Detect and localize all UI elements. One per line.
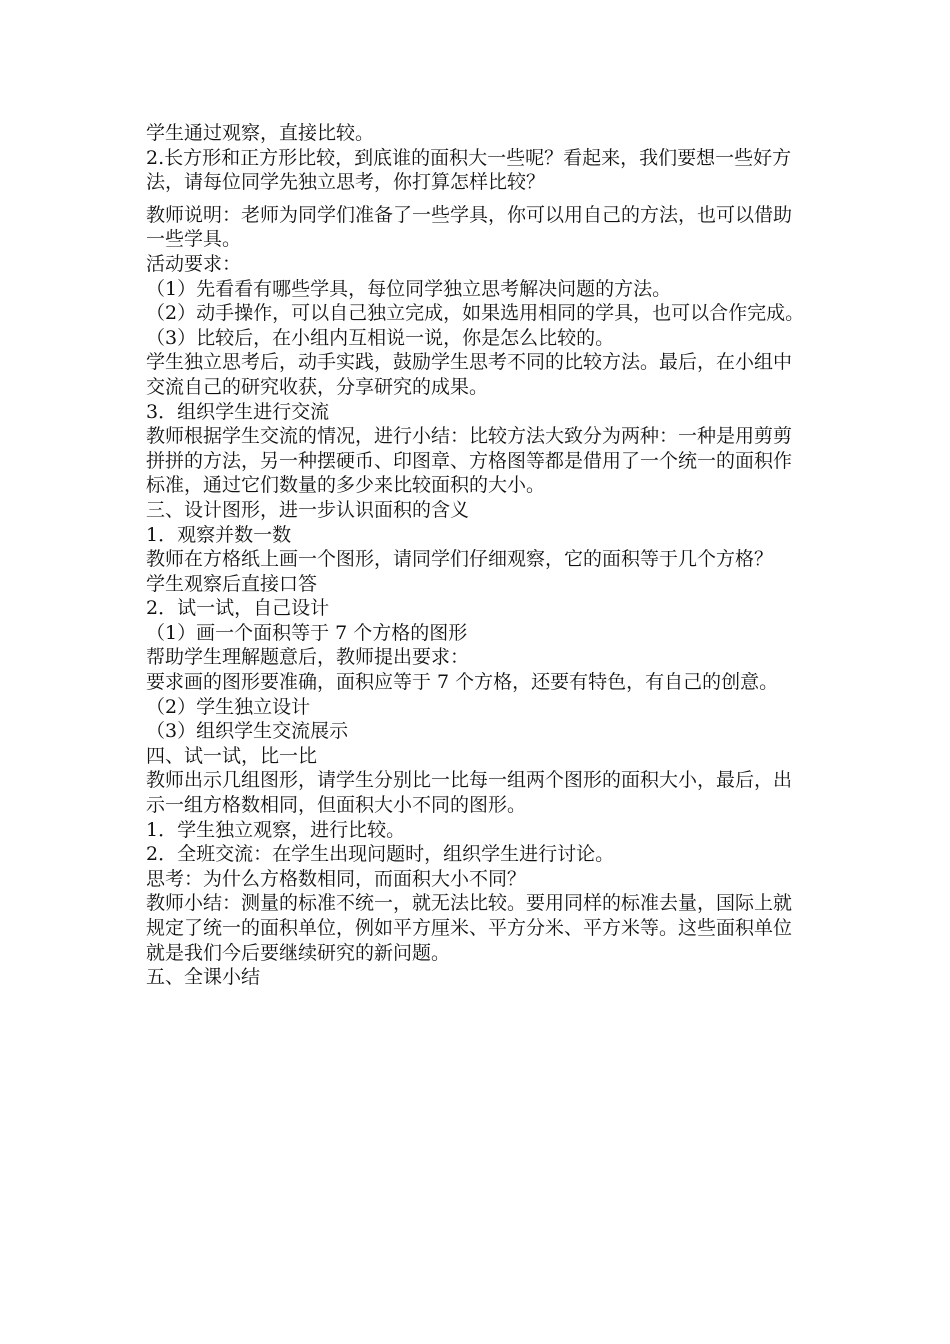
paragraph: 2.长方形和正方形比较，到底谁的面积大一些呢？看起来，我们要想一些好方法，请每位同学先独立思考，你打算怎样比较？ (146, 146, 792, 194)
paragraph: 1．学生独立观察，进行比较。 (146, 818, 406, 841)
paragraph: 教师出示几组图形，请学生分别比一比每一组两个图形的面积大小，最后，出示一组方格数相同，但面积大小不同的图形。 (146, 769, 793, 817)
paragraph: （3）组织学生交流展示 (146, 720, 349, 743)
paragraph: （2）动手操作，可以自己独立完成，如果选用相同的学具，也可以合作完成。 (146, 302, 805, 325)
section-subheading: 2．试一试，自己设计 (146, 597, 330, 620)
paragraph: 帮助学生理解题意后，教师提出要求： (146, 646, 470, 669)
paragraph: （3）比较后，在小组内互相说一说，你是怎么比较的。 (146, 326, 615, 349)
paragraph: 活动要求： (146, 252, 242, 275)
paragraph: 教师说明：老师为同学们准备了一些学具，你可以用自己的方法，也可以借助一些学具。 (146, 203, 793, 251)
paragraph: （1）先看看有哪些学具，每位同学独立思考解决问题的方法。 (146, 277, 672, 300)
paragraph: 学生通过观察，直接比较。 (146, 122, 375, 144)
paragraph: （1）画一个面积等于 7 个方格的图形 (146, 621, 468, 644)
section-subheading: 3．组织学生进行交流 (146, 400, 330, 423)
section-heading: 三、设计图形，进一步认识面积的含义 (146, 498, 470, 521)
paragraph: 教师在方格纸上画一个图形，请同学们仔细观察，它的面积等于几个方格？ (146, 548, 774, 571)
paragraph: 思考：为什么方格数相同，而面积大小不同？ (146, 867, 527, 890)
section-subheading: 1．观察并数一数 (146, 523, 292, 546)
paragraph: 要求画的图形要准确，面积应等于 7 个方格，还要有特色，有自己的创意。 (146, 671, 779, 694)
paragraph: 学生独立思考后，动手实践，鼓励学生思考不同的比较方法。最后，在小组中交流自己的研究收获，分享研究的成果。 (146, 351, 793, 398)
paragraph: 教师小结：测量的标准不统一，就无法比较。要用同样的标准去量，国际上就规定了统一的面积单位，例如平方厘米、平方分米、平方米等。这些面积单位就是我们今后要继续研究的新问题。 (146, 892, 793, 964)
paragraph: 学生观察后直接口答 (146, 572, 318, 595)
document-body (146, 121, 810, 990)
section-heading: 五、全课小结 (146, 966, 261, 989)
paragraph: （2）学生独立设计 (146, 695, 311, 718)
paragraph: 2．全班交流：在学生出现问题时，组织学生进行讨论。 (146, 843, 615, 866)
paragraph: 教师根据学生交流的情况，进行小结：比较方法大致分为两种：一种是用剪剪拼拼的方法，另一种摆硬币、印图章、方格图等都是借用了一个统一的面积作标准，通过它们数量的多少来比较面积的大小。 (146, 425, 793, 497)
section-heading: 四、试一试，比一比 (146, 744, 318, 767)
